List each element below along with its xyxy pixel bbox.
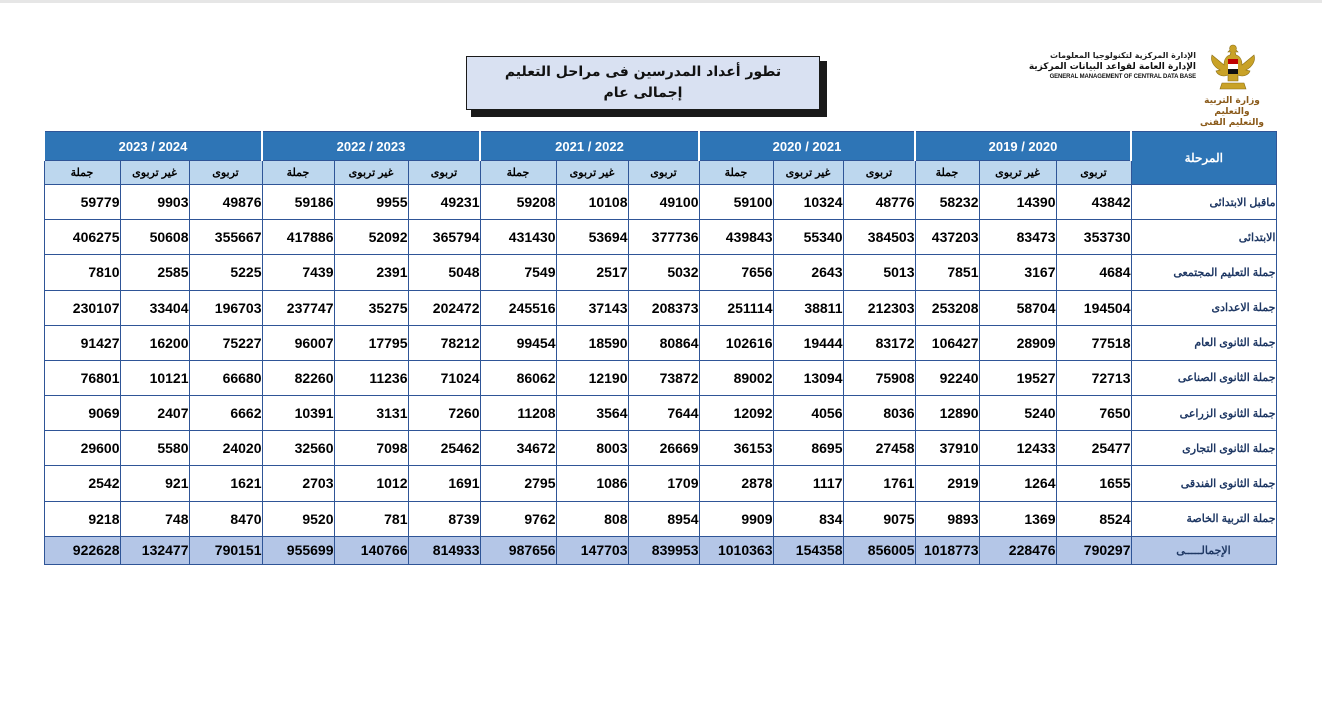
educational-cell: 1709 [628,466,699,501]
educational-cell: 8470 [189,501,262,536]
educational-cell: 77518 [1056,325,1131,360]
educational-cell: 8954 [628,501,699,536]
non-educational-cell: 52092 [334,220,408,255]
educational-cell: 856005 [843,536,915,564]
educational-cell: 25477 [1056,431,1131,466]
total-cell: 245516 [480,290,556,325]
educational-cell: 83172 [843,325,915,360]
non-educational-cell: 55340 [773,220,843,255]
non-educational-cell: 58704 [979,290,1056,325]
total-cell: 82260 [262,360,334,395]
total-cell: 32560 [262,431,334,466]
educational-cell: 49100 [628,185,699,220]
total-cell: 99454 [480,325,556,360]
table-row [44,360,1276,395]
non-educational-cell: 10324 [773,185,843,220]
stage-label: جملة الثانوى الفندقى [1131,466,1276,501]
non-educational-cell: 834 [773,501,843,536]
total-cell: 7810 [44,255,120,290]
total-cell: 7656 [699,255,773,290]
non-educational-cell: 1086 [556,466,628,501]
stage-label: الابتدائى [1131,220,1276,255]
table-row [44,431,1276,466]
educational-cell: 208373 [628,290,699,325]
total-cell: 230107 [44,290,120,325]
logo-text-block [1028,50,1196,82]
educational-cell: 66680 [189,360,262,395]
subheader-total: جملة [480,161,556,185]
subheader-non-educational: غير تربوى [556,161,628,185]
year-header-2019-2020: 2019 / 2020 [915,132,1131,161]
educational-cell: 78212 [408,325,480,360]
educational-cell: 5013 [843,255,915,290]
total-cell: 92240 [915,360,979,395]
total-cell: 237747 [262,290,334,325]
non-educational-cell: 1264 [979,466,1056,501]
table-row [44,220,1276,255]
stage-label: جملة الثانوى التجارى [1131,431,1276,466]
educational-cell: 365794 [408,220,480,255]
educational-cell: 24020 [189,431,262,466]
educational-cell: 43842 [1056,185,1131,220]
educational-cell: 1691 [408,466,480,501]
year-header-2021-2022: 2021 / 2022 [480,132,699,161]
educational-cell: 80864 [628,325,699,360]
total-cell: 37910 [915,431,979,466]
educational-cell: 212303 [843,290,915,325]
total-cell: 58232 [915,185,979,220]
educational-cell: 49876 [189,185,262,220]
egypt-eagle-emblem-icon [1200,43,1266,95]
total-cell: 29600 [44,431,120,466]
non-educational-cell: 28909 [979,325,1056,360]
top-rule [0,0,1322,3]
stage-label: جملة الاعدادى [1131,290,1276,325]
non-educational-cell: 18590 [556,325,628,360]
educational-cell: 5225 [189,255,262,290]
total-cell: 76801 [44,360,120,395]
total-cell: 59186 [262,185,334,220]
educational-cell: 7260 [408,396,480,431]
non-educational-cell: 13094 [773,360,843,395]
table-row [44,466,1276,501]
non-educational-cell: 4056 [773,396,843,431]
total-cell: 102616 [699,325,773,360]
educational-cell: 75227 [189,325,262,360]
total-cell: 2703 [262,466,334,501]
total-cell: 9909 [699,501,773,536]
educational-cell: 8524 [1056,501,1131,536]
educational-cell: 790151 [189,536,262,564]
total-cell: 987656 [480,536,556,564]
total-cell: 2919 [915,466,979,501]
subheader-non-educational: غير تربوى [773,161,843,185]
non-educational-cell: 5580 [120,431,189,466]
educational-cell: 384503 [843,220,915,255]
table-row [44,325,1276,360]
non-educational-cell: 3131 [334,396,408,431]
table-row [44,396,1276,431]
educational-cell: 9075 [843,501,915,536]
non-educational-cell: 2407 [120,396,189,431]
total-cell: 7549 [480,255,556,290]
non-educational-cell: 16200 [120,325,189,360]
educational-cell: 1621 [189,466,262,501]
non-educational-cell: 2585 [120,255,189,290]
title-box [466,56,820,110]
total-cell: 11208 [480,396,556,431]
educational-cell: 790297 [1056,536,1131,564]
logo-line-2: الإدارة العامة لقواعد البيانات المركزية [1028,62,1196,72]
educational-cell: 839953 [628,536,699,564]
total-cell: 439843 [699,220,773,255]
non-educational-cell: 10108 [556,185,628,220]
educational-cell: 73872 [628,360,699,395]
educational-cell: 202472 [408,290,480,325]
table-body [44,185,1276,565]
subheader-educational: تربوى [628,161,699,185]
non-educational-cell: 19444 [773,325,843,360]
total-cell: 431430 [480,220,556,255]
non-educational-cell: 808 [556,501,628,536]
non-educational-cell: 50608 [120,220,189,255]
educational-cell: 1655 [1056,466,1131,501]
year-header-2022-2023: 2022 / 2023 [262,132,480,161]
non-educational-cell: 147703 [556,536,628,564]
non-educational-cell: 2391 [334,255,408,290]
stage-label: الإجمالـــــى [1131,536,1276,564]
educational-cell: 355667 [189,220,262,255]
total-cell: 253208 [915,290,979,325]
total-cell: 7851 [915,255,979,290]
educational-cell: 814933 [408,536,480,564]
total-cell: 9762 [480,501,556,536]
ministry-line-2: والتعليم الفنى [1199,118,1265,128]
non-educational-cell: 11236 [334,360,408,395]
total-cell: 106427 [915,325,979,360]
subheader-total: جملة [262,161,334,185]
total-cell: 12890 [915,396,979,431]
subheader-non-educational: غير تربوى [334,161,408,185]
subheader-educational: تربوى [408,161,480,185]
ministry-line-1: وزارة التربية والتعليم [1204,96,1260,117]
total-cell: 955699 [262,536,334,564]
teachers-table [43,131,1277,565]
non-educational-cell: 132477 [120,536,189,564]
non-educational-cell: 12433 [979,431,1056,466]
non-educational-cell: 2643 [773,255,843,290]
logo-line-english: GENERAL MANAGEMENT OF CENTRAL DATA BASE [1049,74,1196,80]
total-cell: 437203 [915,220,979,255]
stage-label: جملة التربية الخاصة [1131,501,1276,536]
total-cell: 59779 [44,185,120,220]
stage-label: ماقبل الابتدائى [1131,185,1276,220]
subheader-total: جملة [915,161,979,185]
non-educational-cell: 83473 [979,220,1056,255]
stage-label: جملة الثانوى الزراعى [1131,396,1276,431]
total-cell: 1018773 [915,536,979,564]
educational-cell: 26669 [628,431,699,466]
total-cell: 36153 [699,431,773,466]
non-educational-cell: 781 [334,501,408,536]
table-row [44,185,1276,220]
non-educational-cell: 33404 [120,290,189,325]
total-cell: 7439 [262,255,334,290]
stage-column-header: المرحلة [1131,132,1276,185]
total-cell: 9069 [44,396,120,431]
total-cell: 96007 [262,325,334,360]
educational-cell: 8036 [843,396,915,431]
total-cell: 59208 [480,185,556,220]
non-educational-cell: 35275 [334,290,408,325]
educational-cell: 27458 [843,431,915,466]
non-educational-cell: 8695 [773,431,843,466]
non-educational-cell: 8003 [556,431,628,466]
educational-cell: 7644 [628,396,699,431]
year-header-row [44,132,1276,161]
non-educational-cell: 921 [120,466,189,501]
subheader-total: جملة [699,161,773,185]
total-cell: 12092 [699,396,773,431]
stage-label: جملة الثانوى الصناعى [1131,360,1276,395]
non-educational-cell: 154358 [773,536,843,564]
table-row [44,255,1276,290]
total-cell: 9218 [44,501,120,536]
stage-label: جملة التعليم المجتمعى [1131,255,1276,290]
year-header-2020-2021: 2020 / 2021 [699,132,915,161]
non-educational-cell: 5240 [979,396,1056,431]
total-cell: 2542 [44,466,120,501]
total-cell: 2878 [699,466,773,501]
table-row [44,501,1276,536]
non-educational-cell: 1012 [334,466,408,501]
total-cell: 89002 [699,360,773,395]
educational-cell: 6662 [189,396,262,431]
educational-cell: 194504 [1056,290,1131,325]
non-educational-cell: 228476 [979,536,1056,564]
non-educational-cell: 1369 [979,501,1056,536]
page-subtitle: إجمالى عام [603,85,683,101]
subheader-educational: تربوى [189,161,262,185]
educational-cell: 1761 [843,466,915,501]
non-educational-cell: 38811 [773,290,843,325]
total-cell: 86062 [480,360,556,395]
stage-label: جملة الثانوى العام [1131,325,1276,360]
total-cell: 406275 [44,220,120,255]
subheader-row [44,161,1276,185]
educational-cell: 7650 [1056,396,1131,431]
educational-cell: 49231 [408,185,480,220]
total-cell: 9520 [262,501,334,536]
total-cell: 2795 [480,466,556,501]
subheader-non-educational: غير تربوى [979,161,1056,185]
educational-cell: 71024 [408,360,480,395]
educational-cell: 72713 [1056,360,1131,395]
educational-cell: 8739 [408,501,480,536]
educational-cell: 196703 [189,290,262,325]
total-cell: 59100 [699,185,773,220]
total-cell: 251114 [699,290,773,325]
educational-cell: 48776 [843,185,915,220]
educational-cell: 4684 [1056,255,1131,290]
non-educational-cell: 1117 [773,466,843,501]
non-educational-cell: 9955 [334,185,408,220]
educational-cell: 75908 [843,360,915,395]
non-educational-cell: 19527 [979,360,1056,395]
total-cell: 9893 [915,501,979,536]
non-educational-cell: 2517 [556,255,628,290]
subheader-educational: تربوى [1056,161,1131,185]
non-educational-cell: 140766 [334,536,408,564]
non-educational-cell: 7098 [334,431,408,466]
educational-cell: 377736 [628,220,699,255]
ministry-name [1196,96,1268,129]
total-cell: 417886 [262,220,334,255]
non-educational-cell: 17795 [334,325,408,360]
logo-line-1: الإدارة المركزية لتكنولوجيا المعلومات [1050,51,1196,60]
non-educational-cell: 37143 [556,290,628,325]
non-educational-cell: 53694 [556,220,628,255]
table-row [44,290,1276,325]
total-cell: 34672 [480,431,556,466]
total-row [44,536,1276,564]
non-educational-cell: 12190 [556,360,628,395]
total-cell: 10391 [262,396,334,431]
educational-cell: 5032 [628,255,699,290]
educational-cell: 25462 [408,431,480,466]
subheader-non-educational: غير تربوى [120,161,189,185]
total-cell: 922628 [44,536,120,564]
educational-cell: 5048 [408,255,480,290]
subheader-educational: تربوى [843,161,915,185]
non-educational-cell: 3167 [979,255,1056,290]
year-header-2023-2024: 2023 / 2024 [44,132,262,161]
educational-cell: 353730 [1056,220,1131,255]
non-educational-cell: 9903 [120,185,189,220]
total-cell: 91427 [44,325,120,360]
non-educational-cell: 14390 [979,185,1056,220]
total-cell: 1010363 [699,536,773,564]
non-educational-cell: 10121 [120,360,189,395]
subheader-total: جملة [44,161,120,185]
non-educational-cell: 3564 [556,396,628,431]
non-educational-cell: 748 [120,501,189,536]
page-title: تطور أعداد المدرسين فى مراحل التعليم [504,64,782,80]
